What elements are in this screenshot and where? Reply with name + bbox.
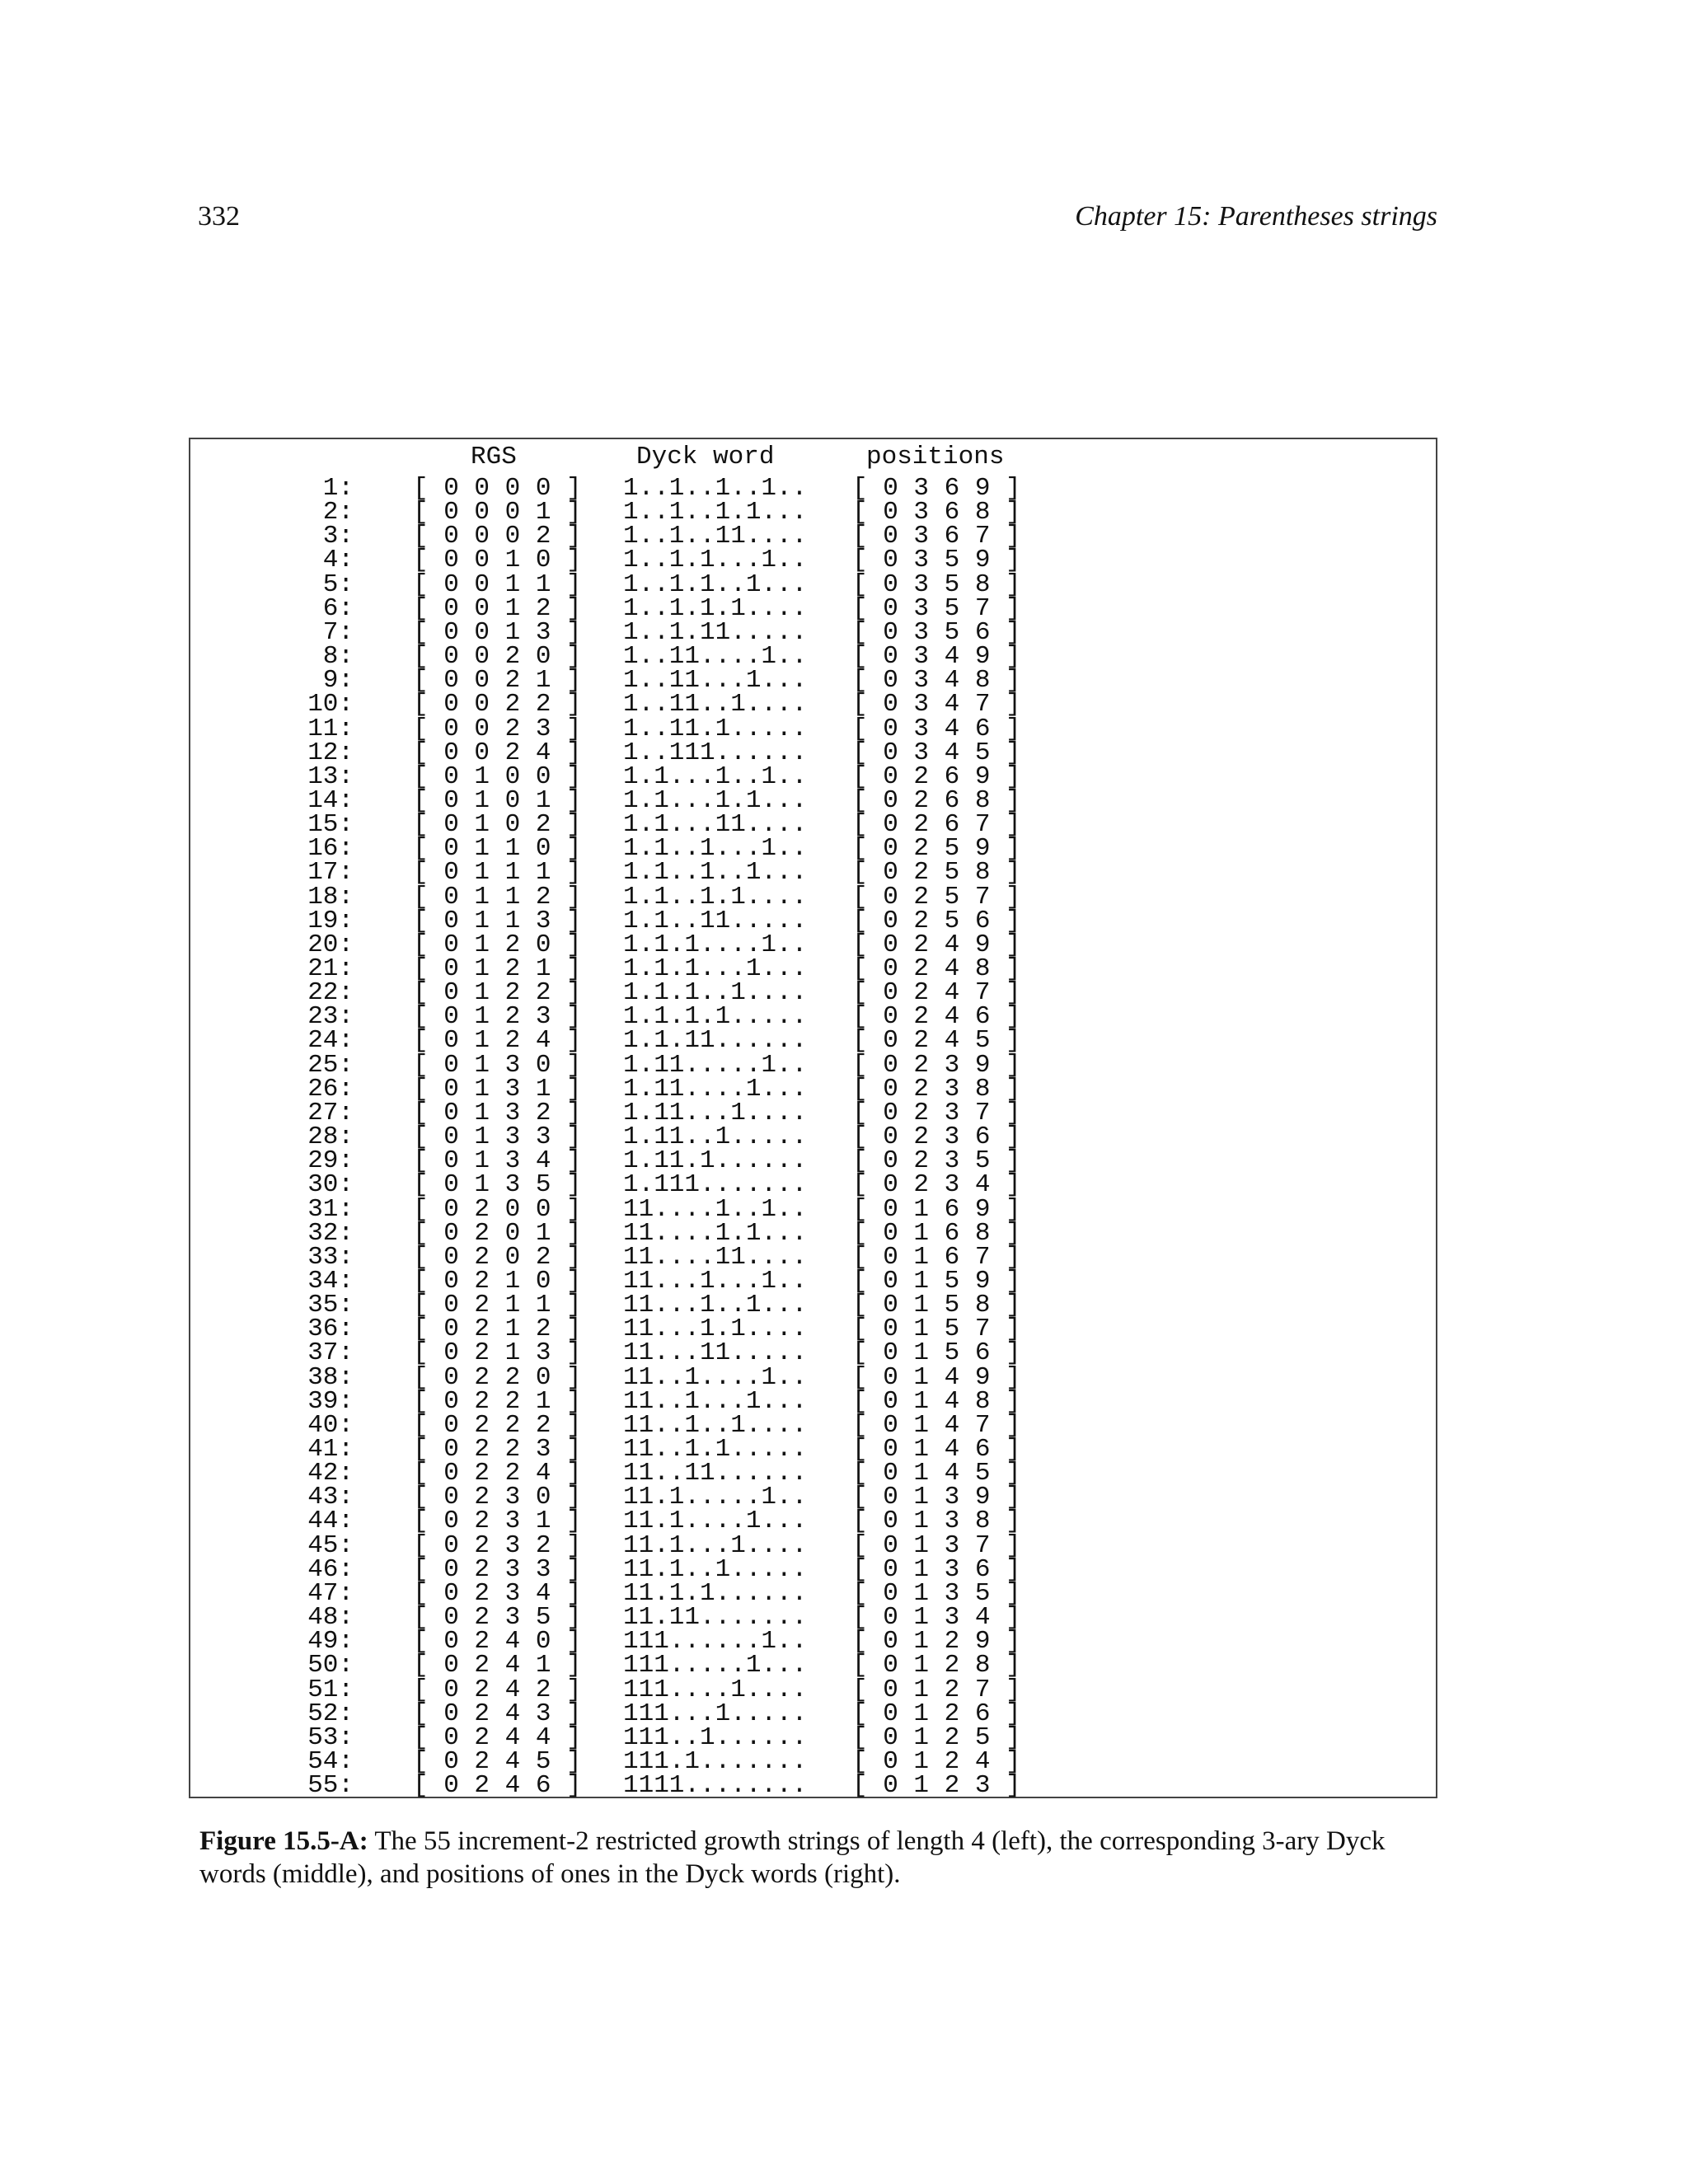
row-rgs: [ 0 0 1 2 ] xyxy=(413,594,582,623)
row-rgs: [ 0 1 3 2 ] xyxy=(413,1099,582,1127)
row-dyck-word: 1..11..1.... xyxy=(623,690,808,719)
row-index: 31: xyxy=(307,1195,354,1224)
row-positions: [ 0 2 6 9 ] xyxy=(852,762,1021,791)
row-index: 55: xyxy=(307,1771,354,1800)
running-head xyxy=(198,201,1437,242)
row-positions: [ 0 3 5 6 ] xyxy=(852,618,1021,647)
row-index: 52: xyxy=(307,1699,354,1728)
row-dyck-word: 1.1..1...1.. xyxy=(623,834,808,863)
row-dyck-word: 11.1..1..... xyxy=(623,1555,808,1584)
column-header-dyck-word: Dyck word xyxy=(636,443,775,471)
row-positions: [ 0 2 6 8 ] xyxy=(852,786,1021,815)
row-dyck-word: 11.1...1.... xyxy=(623,1531,808,1560)
row-rgs: [ 0 2 4 3 ] xyxy=(413,1699,582,1728)
row-dyck-word: 11..1....1.. xyxy=(623,1363,808,1392)
row-dyck-word: 11....1.1... xyxy=(623,1219,808,1248)
row-index: 53: xyxy=(307,1723,354,1752)
figure-box xyxy=(189,438,1437,1798)
row-dyck-word: 11.1.....1.. xyxy=(623,1483,808,1511)
row-index: 11: xyxy=(307,715,354,743)
row-dyck-word: 11...11..... xyxy=(623,1338,808,1367)
row-rgs: [ 0 1 0 1 ] xyxy=(413,786,582,815)
row-rgs: [ 0 2 3 1 ] xyxy=(413,1507,582,1535)
row-index: 25: xyxy=(307,1051,354,1080)
row-index: 27: xyxy=(307,1099,354,1127)
row-rgs: [ 0 0 0 0 ] xyxy=(413,474,582,503)
row-rgs: [ 0 2 2 4 ] xyxy=(413,1459,582,1488)
row-positions: [ 0 1 4 7 ] xyxy=(852,1411,1021,1440)
row-positions: [ 0 2 4 7 ] xyxy=(852,978,1021,1007)
row-positions: [ 0 1 5 8 ] xyxy=(852,1291,1021,1319)
row-dyck-word: 1.11..1..... xyxy=(623,1122,808,1151)
row-index: 34: xyxy=(307,1267,354,1296)
row-dyck-word: 1.11...1.... xyxy=(623,1099,808,1127)
row-rgs: [ 0 2 3 5 ] xyxy=(413,1603,582,1632)
row-rgs: [ 0 1 2 0 ] xyxy=(413,930,582,959)
row-dyck-word: 11..1.1..... xyxy=(623,1435,808,1464)
row-index: 47: xyxy=(307,1579,354,1608)
row-dyck-word: 11...1.1.... xyxy=(623,1315,808,1343)
row-dyck-word: 11...1..1... xyxy=(623,1291,808,1319)
row-dyck-word: 111..1...... xyxy=(623,1723,808,1752)
row-index: 7: xyxy=(322,618,354,647)
row-index: 38: xyxy=(307,1363,354,1392)
row-rgs: [ 0 1 2 4 ] xyxy=(413,1026,582,1055)
row-positions: [ 0 3 4 5 ] xyxy=(852,738,1021,767)
row-index: 46: xyxy=(307,1555,354,1584)
row-positions: [ 0 2 5 9 ] xyxy=(852,834,1021,863)
row-positions: [ 0 2 3 8 ] xyxy=(852,1075,1021,1104)
row-dyck-word: 1..11...1... xyxy=(623,666,808,695)
row-dyck-word: 1.1..1..1... xyxy=(623,858,808,887)
row-index: 48: xyxy=(307,1603,354,1632)
row-dyck-word: 1.1...1..1.. xyxy=(623,762,808,791)
row-positions: [ 0 2 3 6 ] xyxy=(852,1122,1021,1151)
row-positions: [ 0 3 5 8 ] xyxy=(852,570,1021,599)
row-positions: [ 0 1 2 3 ] xyxy=(852,1771,1021,1800)
row-positions: [ 0 2 3 9 ] xyxy=(852,1051,1021,1080)
row-dyck-word: 1..1..11.... xyxy=(623,522,808,551)
figure-caption-label: Figure 15.5-A: xyxy=(199,1826,368,1856)
row-dyck-word: 111......1.. xyxy=(623,1627,808,1656)
row-rgs: [ 0 2 3 0 ] xyxy=(413,1483,582,1511)
row-dyck-word: 1..1.1...1.. xyxy=(623,546,808,574)
row-rgs: [ 0 0 1 3 ] xyxy=(413,618,582,647)
row-dyck-word: 1.1...11.... xyxy=(623,810,808,839)
row-positions: [ 0 1 2 8 ] xyxy=(852,1651,1021,1680)
row-positions: [ 0 2 5 6 ] xyxy=(852,907,1021,935)
row-positions: [ 0 2 6 7 ] xyxy=(852,810,1021,839)
row-rgs: [ 0 2 1 0 ] xyxy=(413,1267,582,1296)
figure-caption xyxy=(199,1825,1452,1891)
row-index: 32: xyxy=(307,1219,354,1248)
row-dyck-word: 1.1.1...1... xyxy=(623,954,808,983)
row-index: 41: xyxy=(307,1435,354,1464)
row-positions: [ 0 3 5 7 ] xyxy=(852,594,1021,623)
row-rgs: [ 0 1 3 1 ] xyxy=(413,1075,582,1104)
row-index: 18: xyxy=(307,883,354,912)
row-positions: [ 0 2 3 7 ] xyxy=(852,1099,1021,1127)
row-rgs: [ 0 1 2 2 ] xyxy=(413,978,582,1007)
row-index: 39: xyxy=(307,1387,354,1416)
row-positions: [ 0 1 4 9 ] xyxy=(852,1363,1021,1392)
row-positions: [ 0 1 3 4 ] xyxy=(852,1603,1021,1632)
row-dyck-word: 11..1...1... xyxy=(623,1387,808,1416)
row-index: 3: xyxy=(322,522,354,551)
row-dyck-word: 1..1..1.1... xyxy=(623,498,808,527)
row-rgs: [ 0 0 0 1 ] xyxy=(413,498,582,527)
row-rgs: [ 0 1 1 3 ] xyxy=(413,907,582,935)
row-positions: [ 0 3 6 7 ] xyxy=(852,522,1021,551)
row-index: 15: xyxy=(307,810,354,839)
row-index: 54: xyxy=(307,1747,354,1776)
row-rgs: [ 0 2 4 4 ] xyxy=(413,1723,582,1752)
row-rgs: [ 0 2 1 3 ] xyxy=(413,1338,582,1367)
row-index: 42: xyxy=(307,1459,354,1488)
row-rgs: [ 0 1 2 1 ] xyxy=(413,954,582,983)
row-dyck-word: 1..1.1.1.... xyxy=(623,594,808,623)
row-rgs: [ 0 0 0 2 ] xyxy=(413,522,582,551)
row-index: 12: xyxy=(307,738,354,767)
row-index: 26: xyxy=(307,1075,354,1104)
row-rgs: [ 0 2 0 0 ] xyxy=(413,1195,582,1224)
row-index: 10: xyxy=(307,690,354,719)
row-dyck-word: 1.1.1..1.... xyxy=(623,978,808,1007)
row-dyck-word: 11....1..1.. xyxy=(623,1195,808,1224)
row-rgs: [ 0 2 2 2 ] xyxy=(413,1411,582,1440)
row-index: 1: xyxy=(322,474,354,503)
row-index: 24: xyxy=(307,1026,354,1055)
row-index: 43: xyxy=(307,1483,354,1511)
row-positions: [ 0 1 3 7 ] xyxy=(852,1531,1021,1560)
row-index: 5: xyxy=(322,570,354,599)
column-header-rgs: RGS xyxy=(471,443,517,471)
row-positions: [ 0 2 4 8 ] xyxy=(852,954,1021,983)
row-positions: [ 0 1 6 8 ] xyxy=(852,1219,1021,1248)
row-dyck-word: 111...1..... xyxy=(623,1699,808,1728)
figure-table-rows xyxy=(190,439,1436,1800)
row-index: 44: xyxy=(307,1507,354,1535)
row-dyck-word: 111.....1... xyxy=(623,1651,808,1680)
row-index: 29: xyxy=(307,1146,354,1175)
row-dyck-word: 1111........ xyxy=(623,1771,808,1800)
row-index: 40: xyxy=(307,1411,354,1440)
page-number: 332 xyxy=(198,201,240,232)
row-rgs: [ 0 2 4 2 ] xyxy=(413,1675,582,1704)
row-dyck-word: 1..111...... xyxy=(623,738,808,767)
row-dyck-word: 1.11.....1.. xyxy=(623,1051,808,1080)
row-rgs: [ 0 2 3 3 ] xyxy=(413,1555,582,1584)
row-dyck-word: 1.1..1.1.... xyxy=(623,883,808,912)
row-index: 9: xyxy=(322,666,354,695)
row-rgs: [ 0 2 1 1 ] xyxy=(413,1291,582,1319)
row-rgs: [ 0 1 3 5 ] xyxy=(413,1170,582,1199)
row-positions: [ 0 1 3 9 ] xyxy=(852,1483,1021,1511)
row-rgs: [ 0 2 0 1 ] xyxy=(413,1219,582,1248)
row-index: 30: xyxy=(307,1170,354,1199)
row-dyck-word: 1.1.11...... xyxy=(623,1026,808,1055)
row-index: 28: xyxy=(307,1122,354,1151)
row-positions: [ 0 1 5 7 ] xyxy=(852,1315,1021,1343)
row-rgs: [ 0 1 0 0 ] xyxy=(413,762,582,791)
row-dyck-word: 1.11.1...... xyxy=(623,1146,808,1175)
row-index: 16: xyxy=(307,834,354,863)
row-dyck-word: 11.11....... xyxy=(623,1603,808,1632)
row-rgs: [ 0 0 2 0 ] xyxy=(413,642,582,671)
row-index: 35: xyxy=(307,1291,354,1319)
row-index: 13: xyxy=(307,762,354,791)
row-rgs: [ 0 1 1 0 ] xyxy=(413,834,582,863)
row-positions: [ 0 1 5 6 ] xyxy=(852,1338,1021,1367)
row-dyck-word: 111....1.... xyxy=(623,1675,808,1704)
row-dyck-word: 1.1.1.1..... xyxy=(623,1002,808,1031)
row-dyck-word: 1.11....1... xyxy=(623,1075,808,1104)
row-dyck-word: 11..11...... xyxy=(623,1459,808,1488)
row-index: 20: xyxy=(307,930,354,959)
row-dyck-word: 1..11.1..... xyxy=(623,715,808,743)
row-rgs: [ 0 0 1 0 ] xyxy=(413,546,582,574)
row-dyck-word: 111.1....... xyxy=(623,1747,808,1776)
row-positions: [ 0 1 2 4 ] xyxy=(852,1747,1021,1776)
row-rgs: [ 0 2 4 6 ] xyxy=(413,1771,582,1800)
row-positions: [ 0 3 4 7 ] xyxy=(852,690,1021,719)
row-dyck-word: 1.1...1.1... xyxy=(623,786,808,815)
row-positions: [ 0 2 3 4 ] xyxy=(852,1170,1021,1199)
row-rgs: [ 0 2 4 0 ] xyxy=(413,1627,582,1656)
row-index: 33: xyxy=(307,1243,354,1272)
row-index: 6: xyxy=(322,594,354,623)
row-index: 4: xyxy=(322,546,354,574)
row-index: 50: xyxy=(307,1651,354,1680)
row-positions: [ 0 2 3 5 ] xyxy=(852,1146,1021,1175)
row-dyck-word: 11.1....1... xyxy=(623,1507,808,1535)
row-rgs: [ 0 2 4 5 ] xyxy=(413,1747,582,1776)
row-rgs: [ 0 2 3 2 ] xyxy=(413,1531,582,1560)
row-rgs: [ 0 1 2 3 ] xyxy=(413,1002,582,1031)
row-rgs: [ 0 1 3 0 ] xyxy=(413,1051,582,1080)
row-dyck-word: 11..1..1.... xyxy=(623,1411,808,1440)
row-positions: [ 0 1 5 9 ] xyxy=(852,1267,1021,1296)
row-positions: [ 0 1 2 7 ] xyxy=(852,1675,1021,1704)
row-rgs: [ 0 0 2 4 ] xyxy=(413,738,582,767)
row-positions: [ 0 1 3 5 ] xyxy=(852,1579,1021,1608)
row-dyck-word: 1..1.11..... xyxy=(623,618,808,647)
row-rgs: [ 0 0 2 2 ] xyxy=(413,690,582,719)
row-positions: [ 0 2 4 9 ] xyxy=(852,930,1021,959)
row-positions: [ 0 1 4 5 ] xyxy=(852,1459,1021,1488)
row-index: 23: xyxy=(307,1002,354,1031)
row-index: 49: xyxy=(307,1627,354,1656)
row-index: 8: xyxy=(322,642,354,671)
row-rgs: [ 0 2 1 2 ] xyxy=(413,1315,582,1343)
row-positions: [ 0 1 2 9 ] xyxy=(852,1627,1021,1656)
row-rgs: [ 0 2 2 0 ] xyxy=(413,1363,582,1392)
row-positions: [ 0 3 6 9 ] xyxy=(852,474,1021,503)
row-positions: [ 0 2 4 6 ] xyxy=(852,1002,1021,1031)
row-positions: [ 0 1 4 6 ] xyxy=(852,1435,1021,1464)
row-positions: [ 0 2 5 8 ] xyxy=(852,858,1021,887)
row-dyck-word: 1..1..1..1.. xyxy=(623,474,808,503)
row-positions: [ 0 1 2 6 ] xyxy=(852,1699,1021,1728)
row-index: 2: xyxy=(322,498,354,527)
row-index: 36: xyxy=(307,1315,354,1343)
row-dyck-word: 1.1..11..... xyxy=(623,907,808,935)
row-positions: [ 0 2 5 7 ] xyxy=(852,883,1021,912)
row-positions: [ 0 1 2 5 ] xyxy=(852,1723,1021,1752)
row-rgs: [ 0 0 2 1 ] xyxy=(413,666,582,695)
row-index: 22: xyxy=(307,978,354,1007)
row-dyck-word: 1.1.1....1.. xyxy=(623,930,808,959)
row-positions: [ 0 3 6 8 ] xyxy=(852,498,1021,527)
figure-caption-text: The 55 increment-2 restricted growth strings of length 4 (left), the corresponding 3-ary Dyck words (middle), and positions of ones in the Dyck words (right). xyxy=(199,1826,1386,1889)
row-positions: [ 0 2 4 5 ] xyxy=(852,1026,1021,1055)
row-index: 14: xyxy=(307,786,354,815)
row-positions: [ 0 3 4 6 ] xyxy=(852,715,1021,743)
row-positions: [ 0 3 5 9 ] xyxy=(852,546,1021,574)
row-dyck-word: 1.111....... xyxy=(623,1170,808,1199)
row-dyck-word: 1..1.1..1... xyxy=(623,570,808,599)
row-rgs: [ 0 1 0 2 ] xyxy=(413,810,582,839)
row-rgs: [ 0 2 2 3 ] xyxy=(413,1435,582,1464)
row-rgs: [ 0 2 0 2 ] xyxy=(413,1243,582,1272)
row-positions: [ 0 1 6 7 ] xyxy=(852,1243,1021,1272)
row-positions: [ 0 1 3 6 ] xyxy=(852,1555,1021,1584)
row-index: 21: xyxy=(307,954,354,983)
row-dyck-word: 1..11....1.. xyxy=(623,642,808,671)
row-index: 45: xyxy=(307,1531,354,1560)
row-rgs: [ 0 1 1 2 ] xyxy=(413,883,582,912)
row-rgs: [ 0 0 1 1 ] xyxy=(413,570,582,599)
row-index: 51: xyxy=(307,1675,354,1704)
row-positions: [ 0 1 3 8 ] xyxy=(852,1507,1021,1535)
row-rgs: [ 0 2 4 1 ] xyxy=(413,1651,582,1680)
column-header-positions: positions xyxy=(866,443,1005,471)
chapter-title: Chapter 15: Parentheses strings xyxy=(1075,201,1437,232)
row-rgs: [ 0 0 2 3 ] xyxy=(413,715,582,743)
row-rgs: [ 0 2 2 1 ] xyxy=(413,1387,582,1416)
row-dyck-word: 11...1...1.. xyxy=(623,1267,808,1296)
row-rgs: [ 0 1 3 4 ] xyxy=(413,1146,582,1175)
row-positions: [ 0 1 6 9 ] xyxy=(852,1195,1021,1224)
row-dyck-word: 11.1.1...... xyxy=(623,1579,808,1608)
row-positions: [ 0 3 4 9 ] xyxy=(852,642,1021,671)
row-index: 37: xyxy=(307,1338,354,1367)
row-positions: [ 0 1 4 8 ] xyxy=(852,1387,1021,1416)
row-rgs: [ 0 1 1 1 ] xyxy=(413,858,582,887)
row-dyck-word: 11....11.... xyxy=(623,1243,808,1272)
row-index: 17: xyxy=(307,858,354,887)
row-rgs: [ 0 1 3 3 ] xyxy=(413,1122,582,1151)
row-rgs: [ 0 2 3 4 ] xyxy=(413,1579,582,1608)
row-index: 19: xyxy=(307,907,354,935)
row-positions: [ 0 3 4 8 ] xyxy=(852,666,1021,695)
